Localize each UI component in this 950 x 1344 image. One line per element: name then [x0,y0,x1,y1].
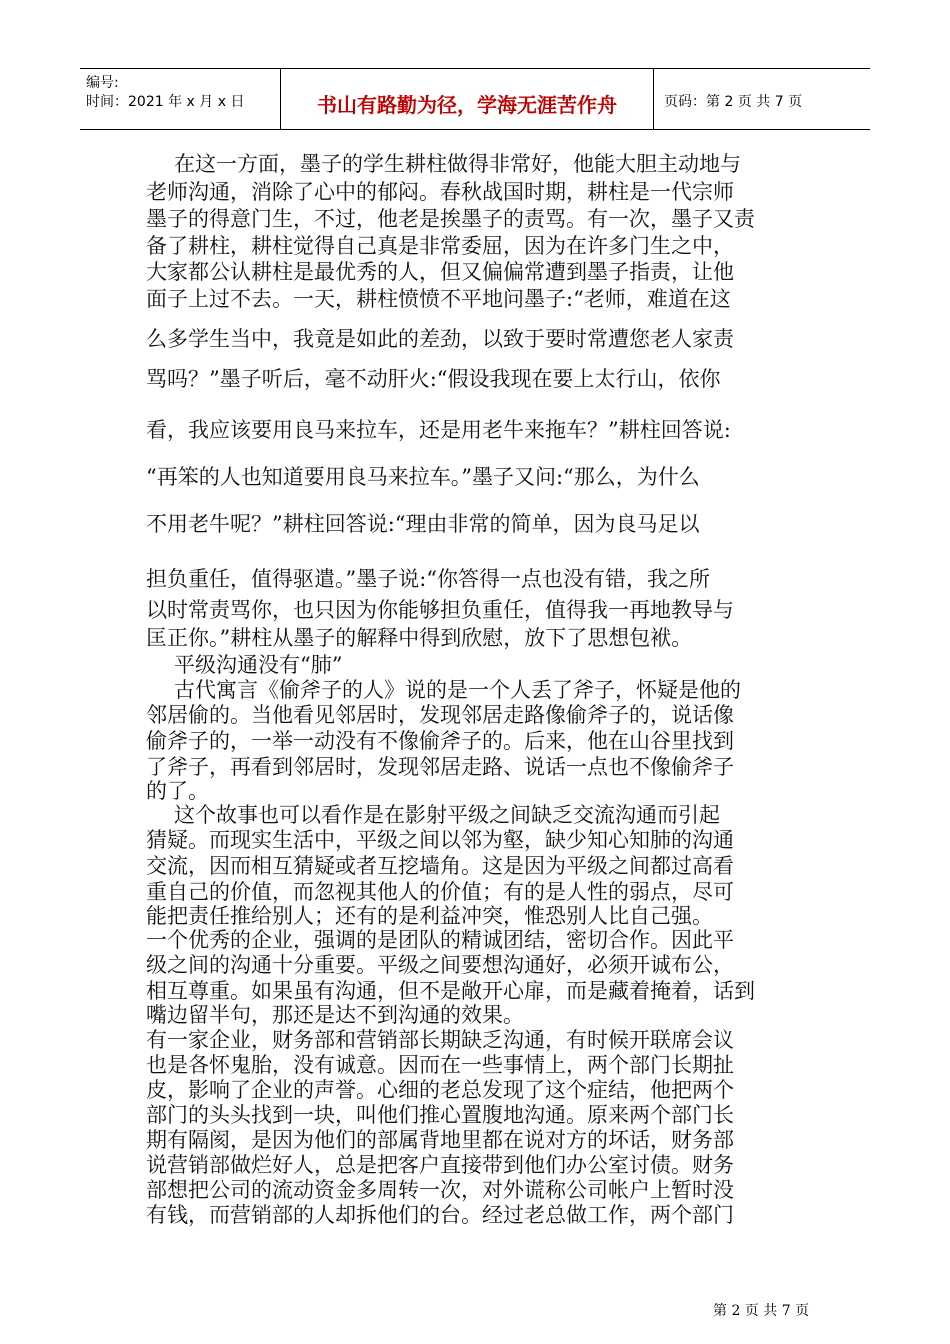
serial-number-label: 编号: [86,75,119,91]
text-line: 皮，影响了企业的声誉。心细的老总发现了这个症结，他把两个 [146,1078,734,1102]
text-line: 面子上过不去。一天，耕柱愤愤不平地问墨子:“老师，难道在这 [146,287,731,311]
text-line: 邻居偷的。当他看见邻居时，发现邻居走路像偷斧子的，说话像 [146,703,734,727]
text-line: 看，我应该要用良马来拉车，还是用老牛来拖车？”耕柱回答说: [146,418,731,442]
text-line: 备了耕柱，耕柱觉得自己真是非常委屈，因为在许多门生之中， [146,234,734,258]
text-line: 在这一方面，墨子的学生耕柱做得非常好，他能大胆主动地与 [174,152,741,176]
text-line: 有钱，而营销部的人却拆他们的台。经过老总做工作，两个部门 [146,1203,734,1227]
text-line: 说营销部做烂好人，总是把客户直接带到他们办公室讨债。财务 [146,1153,734,1177]
text-line: “再笨的人也知道要用良马来拉车。”墨子又问:“那么，为什么 [146,465,700,489]
text-line: 也是各怀鬼胎，没有诚意。因而在一些事情上，两个部门长期扯 [146,1053,734,1077]
text-line: 一个优秀的企业，强调的是团队的精诚团结，密切合作。因此平 [146,928,734,952]
text-line: 部门的头头找到一块，叫他们推心置腹地沟通。原来两个部门长 [146,1103,734,1127]
text-line: 相互尊重。如果虽有沟通，但不是敞开心扉，而是藏着掩着，话到 [146,979,755,1003]
text-line: 么多学生当中，我竟是如此的差劲，以致于要时常遭您老人家责 [146,327,734,351]
text-line: 交流，因而相互猜疑或者互挖墙角。这是因为平级之间都过高看 [146,854,734,878]
text-line: 部想把公司的流动资金多周转一次，对外谎称公司帐户上暂时没 [146,1178,734,1202]
footer-page-number: 第 2 页 共 7 页 [713,1303,810,1319]
section-heading: 平级沟通没有“肺” [174,653,343,677]
text-line: 匡正你。”耕柱从墨子的解释中得到欣慰，放下了思想包袱。 [146,626,693,650]
text-line: 大家都公认耕柱是最优秀的人，但又偏偏常遭到墨子指责，让他 [146,260,734,284]
text-line: 能把责任推给别人；还有的是利益冲突，惟恐别人比自己强。 [146,904,713,928]
text-line: 担负重任，值得驱遣。”墨子说:“你答得一点也没有错，我之所 [146,567,711,591]
motto-text: 书山有路勤为径，学海无涯苦作舟 [317,93,617,117]
text-line: 有一家企业，财务部和营销部长期缺乏沟通，有时候开联席会议 [146,1028,734,1052]
text-line: 级之间的沟通十分重要。平级之间要想沟通好，必须开诚布公， [146,953,734,977]
text-line: 骂吗？”墨子听后，毫不动肝火:“假设我现在要上太行山，依你 [146,367,721,391]
text-line: 以时常责骂你，也只因为你能够担负重任，值得我一再地教导与 [146,598,734,622]
text-line: 这个故事也可以看作是在影射平级之间缺乏交流沟通而引起 [174,803,720,827]
text-line: 的了。 [146,779,209,803]
text-line: 墨子的得意门生，不过，他老是挨墨子的责骂。有一次，墨子又责 [146,207,755,231]
text-line: 老师沟通，消除了心中的郁闷。春秋战国时期，耕柱是一代宗师 [146,180,734,204]
header-page-number: 页码：第 2 页 共 7 页 [664,94,803,110]
date-label: 时间：2021 年 x 月 x 日 [86,94,245,110]
text-line: 重自己的价值，而忽视其他人的价值；有的是人性的弱点，尽可 [146,880,734,904]
text-line: 偷斧子的，一举一动没有不像偷斧子的。后来，他在山谷里找到 [146,729,734,753]
text-line: 期有隔阂，是因为他们的部属背地里都在说对方的坏话，财务部 [146,1128,734,1152]
text-line: 不用老牛呢？”耕柱回答说:“理由非常的简单，因为良马足以 [146,512,700,536]
text-line: 了斧子，再看到邻居时，发现邻居走路、说话一点也不像偷斧子 [146,755,734,779]
text-line: 猜疑。而现实生活中，平级之间以邻为壑，缺少知心知肺的沟通 [146,828,734,852]
text-line: 古代寓言《偷斧子的人》说的是一个人丢了斧子，怀疑是他的 [174,678,741,702]
text-line: 嘴边留半句，那还是达不到沟通的效果。 [146,1003,524,1027]
